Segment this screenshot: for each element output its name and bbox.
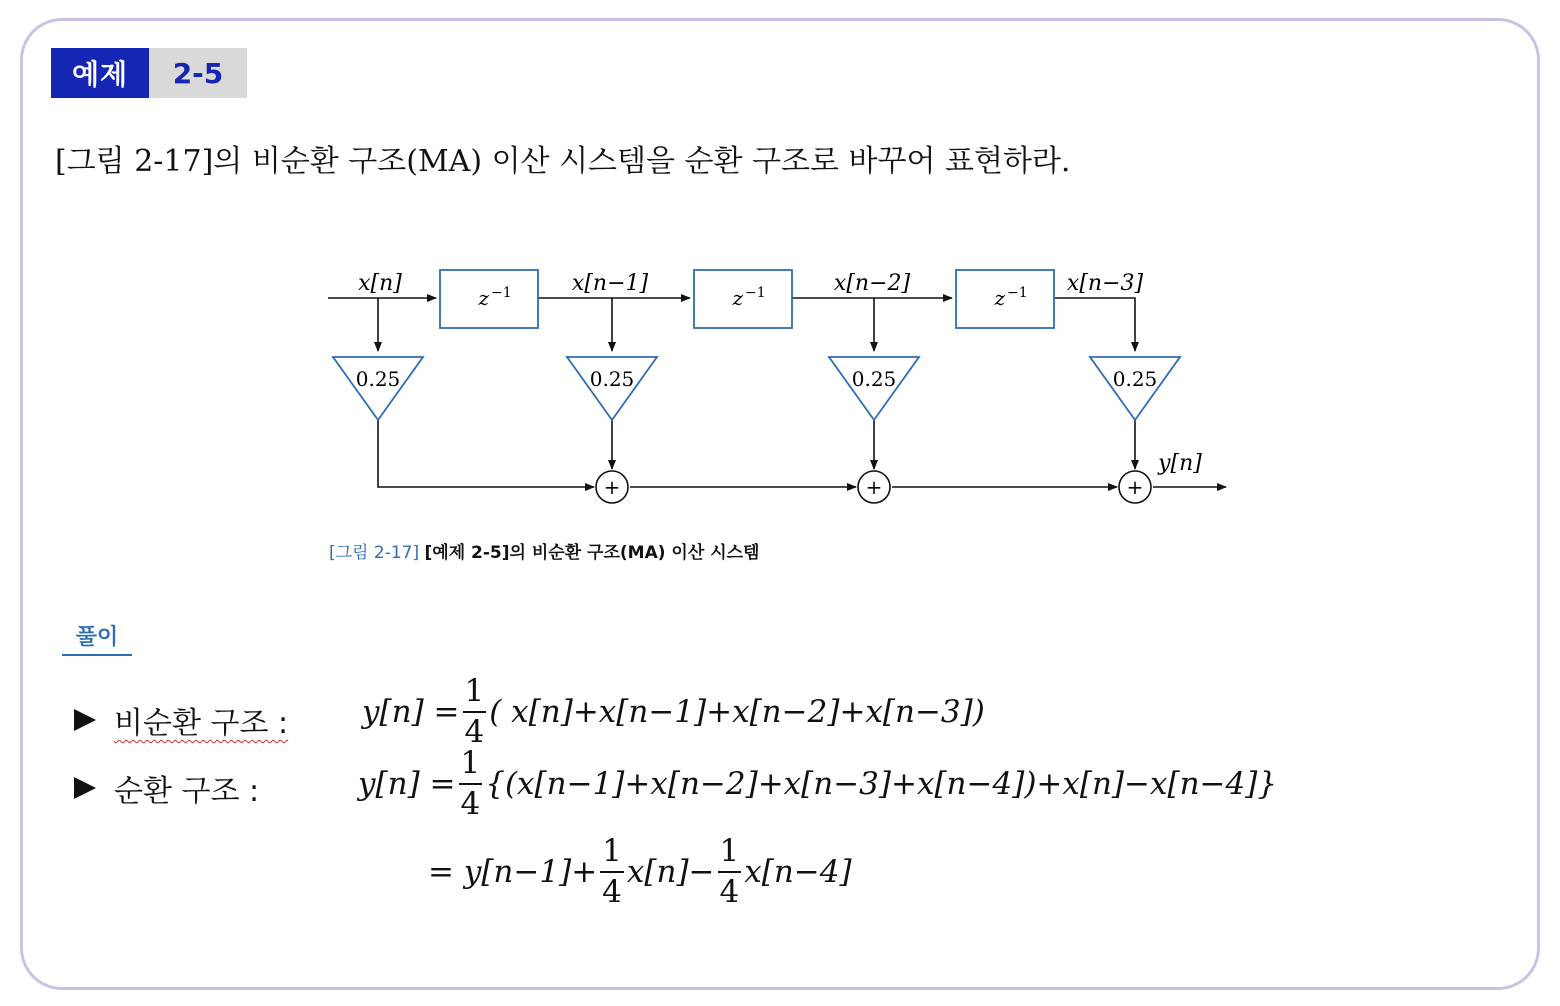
gain-value: 0.25 xyxy=(589,367,635,391)
figure-caption xyxy=(329,538,759,563)
delay-label: z xyxy=(732,286,743,310)
delay-block xyxy=(440,270,538,328)
gain-value: 0.25 xyxy=(1112,367,1158,391)
adder-symbol: + xyxy=(865,475,883,499)
eq3-den1: 4 xyxy=(602,874,622,910)
delay-block xyxy=(956,270,1054,328)
eq2-fraction xyxy=(459,745,483,822)
badge-number: 2-5 xyxy=(149,48,247,98)
delay-exponent: −1 xyxy=(1007,285,1028,301)
gain-amplifier xyxy=(567,357,657,420)
badge-label: 예제 xyxy=(51,48,149,98)
eq3-suffix: x[n−4] xyxy=(744,854,852,890)
nonrecursive-equation xyxy=(362,673,985,750)
eq3-num2: 1 xyxy=(719,833,740,869)
nonrecursive-label: 비순환 구조 : xyxy=(114,706,289,741)
gain-value: 0.25 xyxy=(355,367,401,391)
output-label: y[n] xyxy=(1158,451,1202,476)
delay-exponent: −1 xyxy=(745,285,766,301)
eq2-den: 4 xyxy=(460,786,481,822)
adder xyxy=(1119,471,1151,503)
eq1-fraction xyxy=(463,673,487,750)
triangle-bullet-icon xyxy=(74,777,96,799)
signal-label-x-n-3: x[n−3] xyxy=(1066,271,1144,296)
gain-amplifier xyxy=(1090,357,1180,420)
eq3-fraction-2 xyxy=(718,833,742,910)
eq2-rhs: {(x[n−1]+x[n−2]+x[n−3]+x[n−4])+x[n]−x[n−4]} xyxy=(485,766,1278,802)
bullet-recursive xyxy=(74,766,259,810)
eq1-rhs: ( x[n]+x[n−1]+x[n−2]+x[n−3]) xyxy=(489,694,985,730)
adder-symbol: + xyxy=(603,475,621,499)
figure-ref: [그림 2-17] xyxy=(329,543,420,563)
signal-label-x-n: x[n] xyxy=(358,271,402,296)
problem-statement: [그림 2-17]의 비순환 구조(MA) 이산 시스템을 순환 구조로 바꾸어 표현하라. xyxy=(55,144,1071,179)
eq2-num: 1 xyxy=(460,745,481,781)
adder xyxy=(858,471,890,503)
solution-heading: 풀이 xyxy=(62,620,132,656)
gain-amplifier xyxy=(829,357,919,420)
eq1-num: 1 xyxy=(464,673,485,709)
figure-caption-text: [예제 2-5]의 비순환 구조(MA) 이산 시스템 xyxy=(424,543,760,563)
adder xyxy=(596,471,628,503)
bullet-nonrecursive xyxy=(74,698,288,742)
eq2-lhs: y[n] = xyxy=(358,766,456,802)
eq3-num1: 1 xyxy=(602,833,622,869)
delay-exponent: −1 xyxy=(491,285,512,301)
gain-amplifier xyxy=(333,357,423,420)
eq3-prefix: = y[n−1]+ xyxy=(428,854,598,890)
recursive-equation-simplified xyxy=(428,833,852,910)
eq3-fraction-1 xyxy=(600,833,624,910)
adder-symbol: + xyxy=(1126,475,1144,499)
delay-block xyxy=(694,270,792,328)
eq3-den2: 4 xyxy=(719,874,740,910)
delay-label: z xyxy=(994,286,1005,310)
recursive-label: 순환 구조 : xyxy=(114,774,260,809)
eq3-mid: x[n]− xyxy=(626,854,715,890)
signal-label-x-n-2: x[n−2] xyxy=(833,271,911,296)
eq1-lhs: y[n] = xyxy=(362,694,460,730)
triangle-bullet-icon xyxy=(74,709,96,731)
signal-label-x-n-1: x[n−1] xyxy=(571,271,649,296)
delay-label: z xyxy=(478,286,489,310)
recursive-equation xyxy=(358,745,1278,822)
eq1-den: 4 xyxy=(464,714,485,750)
gain-value: 0.25 xyxy=(851,367,897,391)
